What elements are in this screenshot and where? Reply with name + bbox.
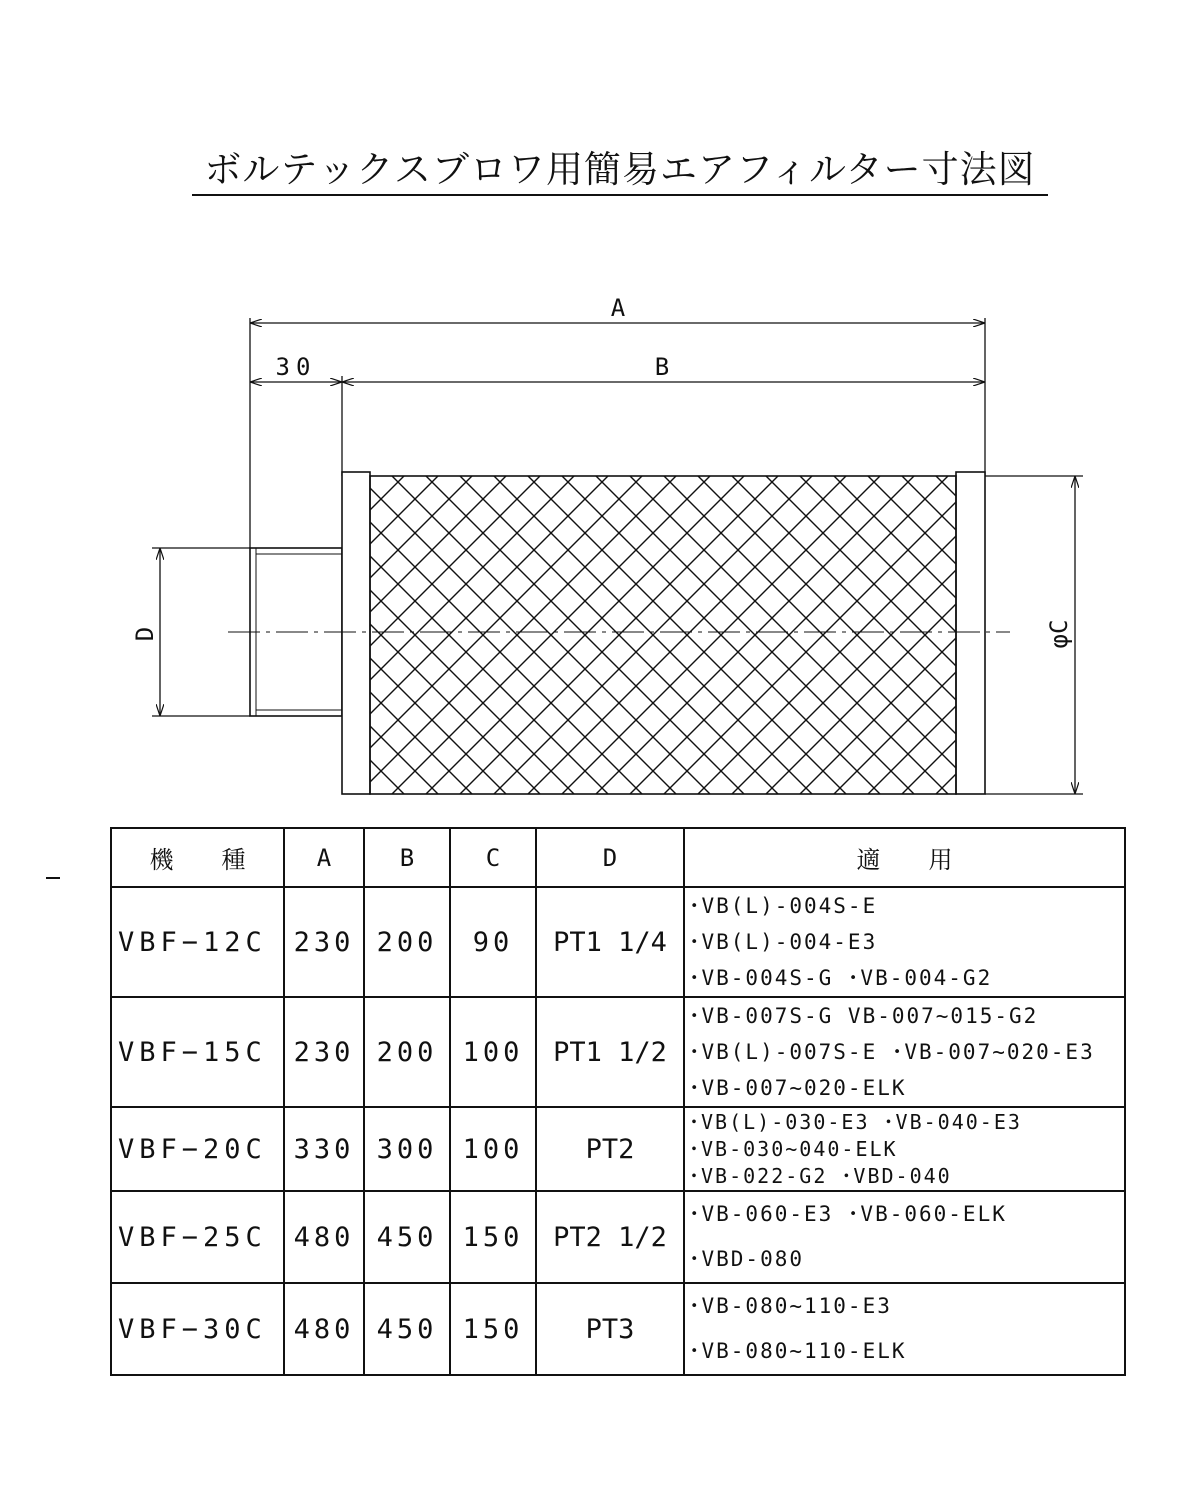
mesh-strand <box>970 476 1198 794</box>
cell-model: VBF−12C <box>111 887 284 997</box>
cell-d: PT2 <box>536 1107 684 1191</box>
table-row <box>111 1191 1125 1283</box>
applicable-model: ･VB-060-E3 ･VB-060-ELK <box>689 1202 1007 1226</box>
cell-applicable <box>684 997 1125 1107</box>
cell-c: 150 <box>450 1283 536 1375</box>
mesh-strand <box>1004 476 1198 794</box>
cell-b: 450 <box>364 1191 450 1283</box>
mesh-strand <box>1174 476 1198 794</box>
header-a: A <box>284 828 364 887</box>
dim-label-phi-c: φC <box>1045 619 1073 649</box>
drawing-title: ボルテックスブロワ用簡易エアフィルター寸法図 <box>192 146 1048 196</box>
table-row <box>111 1283 1125 1375</box>
dim-label-d: D <box>131 626 159 642</box>
left-end-cap <box>342 472 370 794</box>
cell-model: VBF−30C <box>111 1283 284 1375</box>
mesh-strand <box>1106 476 1198 794</box>
cell-b: 200 <box>364 887 450 997</box>
cell-applicable <box>684 1107 1125 1191</box>
table-row <box>111 1107 1125 1191</box>
cell-applicable <box>684 1283 1125 1375</box>
header-b: B <box>364 828 450 887</box>
cell-c: 100 <box>450 1107 536 1191</box>
applicable-model: ･VB(L)-004S-E <box>689 894 878 918</box>
applicable-model: ･VB(L)-004-E3 <box>689 930 878 954</box>
header-model: 機 種 <box>111 828 284 887</box>
mesh-strand <box>1072 476 1198 794</box>
cell-d: PT1 1/2 <box>536 997 684 1107</box>
cell-a: 230 <box>284 997 364 1107</box>
dim-label-b: B <box>654 353 670 381</box>
margin-dash-mark <box>46 877 60 879</box>
right-end-cap <box>956 472 985 794</box>
cell-applicable <box>684 887 1125 997</box>
table-row <box>111 997 1125 1107</box>
mesh-strand <box>970 476 1198 794</box>
cell-a: 230 <box>284 887 364 997</box>
cell-model: VBF−25C <box>111 1191 284 1283</box>
cell-model: VBF−15C <box>111 997 284 1107</box>
header-d: D <box>536 828 684 887</box>
cell-applicable <box>684 1191 1125 1283</box>
cell-b: 200 <box>364 997 450 1107</box>
cell-d: PT3 <box>536 1283 684 1375</box>
mesh-strand <box>1004 476 1198 794</box>
cell-c: 90 <box>450 887 536 997</box>
dim-label-30: 30 <box>275 353 317 381</box>
mesh-strand <box>1072 476 1198 794</box>
dim-label-a: A <box>610 294 626 322</box>
cell-model: VBF−20C <box>111 1107 284 1191</box>
applicable-model: ･VB-007~020-ELK <box>689 1076 907 1100</box>
cell-d: PT1 1/4 <box>536 887 684 997</box>
applicable-model: ･VB-004S-G ･VB-004-G2 <box>689 966 993 990</box>
mesh-strand <box>1140 476 1198 794</box>
cell-a: 330 <box>284 1107 364 1191</box>
applicable-model: ･VB(L)-030-E3 ･VB-040-E3 <box>689 1109 1022 1134</box>
table-header-row <box>111 828 1125 887</box>
applicable-model: ･VB-007S-G VB-007~015-G2 <box>689 1004 1039 1028</box>
applicable-model: ･VB(L)-007S-E ･VB-007~020-E3 <box>689 1040 1095 1064</box>
mesh-strand <box>1174 476 1198 794</box>
cell-a: 480 <box>284 1283 364 1375</box>
cell-b: 450 <box>364 1283 450 1375</box>
cell-b: 300 <box>364 1107 450 1191</box>
spec-table <box>110 827 1126 1376</box>
applicable-model: ･VB-080~110-E3 <box>689 1294 892 1318</box>
applicable-model: ･VBD-080 <box>689 1247 805 1271</box>
cell-c: 100 <box>450 997 536 1107</box>
mesh-filter-body <box>52 476 1198 794</box>
applicable-model: ･VB-030~040-ELK <box>689 1136 898 1161</box>
cell-a: 480 <box>284 1191 364 1283</box>
applicable-model: ･VB-022-G2 ･VBD-040 <box>689 1163 952 1188</box>
cell-d: PT2 1/2 <box>536 1191 684 1283</box>
header-c: C <box>450 828 536 887</box>
applicable-model: ･VB-080~110-ELK <box>689 1339 907 1363</box>
table-row <box>111 887 1125 997</box>
mesh-strand <box>1140 476 1198 794</box>
header-applicable: 適 用 <box>684 828 1125 887</box>
cell-c: 150 <box>450 1191 536 1283</box>
mesh-strand <box>1106 476 1198 794</box>
